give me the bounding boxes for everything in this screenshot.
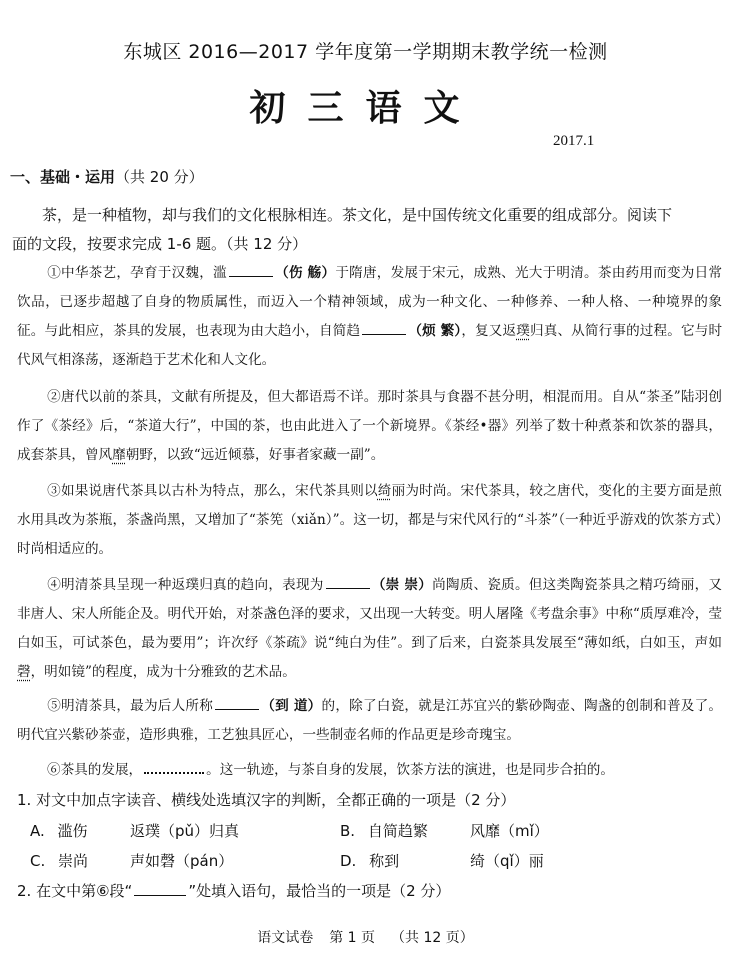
p4-dotted-char: 磬	[17, 664, 31, 680]
subject-title: 初三语文	[249, 87, 482, 129]
q2-stem-b: ”处填入语句，最恰当的一项是（2 分）	[188, 882, 451, 900]
q1-option-a-pair: 返璞（pǔ）归真	[130, 822, 240, 840]
q1-option-d-word: 称到	[369, 852, 400, 870]
q1-option-b-pair: 风靡（mǐ）	[470, 822, 549, 840]
section-points: （共 20 分）	[115, 168, 204, 186]
p5-choice: （到 道）	[261, 698, 322, 714]
p4-text-a: ④明清茶具呈现一种返璞归真的趋向，表现为	[47, 577, 324, 593]
p1-text-e: 归真、从简行事的过程。它与时代风气相涤荡，逐渐趋于艺术化和人文化。	[17, 323, 723, 368]
p2-dotted-char: 靡	[112, 447, 126, 463]
exam-title: 东城区 2016—2017 学年度第一学期期末教学统一检测	[123, 41, 608, 63]
footer-paper: 语文试卷	[257, 930, 314, 946]
p4-blank	[326, 574, 370, 589]
p1-blank-2	[362, 320, 406, 335]
p6-wavy-blank	[144, 760, 204, 774]
p1-dotted-char: 璞	[516, 323, 530, 339]
p1-text-d: ，复又返	[461, 323, 517, 339]
p1-text-a: ①中华茶艺，孕育于汉魏，滥	[47, 265, 227, 281]
p5-text-a: ⑤明清茶具，最为后人所称	[47, 698, 214, 714]
q1-option-b-word: 自简趋繁	[367, 822, 428, 840]
intro-line-2: 面的文段，按要求完成 1-6 题。（共 12 分）	[12, 235, 308, 253]
footer-page-number: 第 1 页	[329, 930, 376, 946]
paragraph-5	[17, 692, 722, 750]
page-footer	[0, 927, 731, 947]
paragraph-2	[17, 383, 722, 470]
p1-text-c: 于隋唐，发展于宋元，成熟、光大于明清。茶由药用而变为日常饮品，已逐步超越了自身的物质属性，而迈入一个精神领域，成为一种文化、一种修养、一种人格、一种境界的象征。与此相应，茶具的发展，也表现为由大趋小，自简趋	[17, 265, 723, 339]
p3-text-b: 丽为时尚。宋代茶具，较之唐代，变化的主要方面是煎水用具改为茶瓶，茶盏尚黑，又增加了“茶筅（xiǎn）”。这一切，都是与宋代风行的“斗茶”（一种近乎游戏的饮茶方式）时尚相适应的。	[17, 483, 723, 557]
p1-choice-2: （烦 繁）	[408, 323, 462, 339]
section-title: 一、基础・运用	[10, 168, 116, 186]
p3-text-a: ③如果说唐代茶具以古朴为特点，那么，宋代茶具则以	[47, 483, 378, 499]
q1-option-c-pair: 声如磬（pán）	[130, 852, 234, 870]
p2-text-a: ②唐代以前的茶具，文献有所提及，但大都语焉不详。那时茶具与食器不甚分明，相混而用。自从“茶圣”陆羽创作了《茶经》后，“茶道大行”，中国的茶，也由此进入了一个新境界。《茶经•器》列举了数十种煮茶和饮茶的器具，成套茶具，曾风	[17, 389, 722, 463]
p1-choice-1: （伤 觞）	[274, 265, 336, 281]
p4-text-d: ，明如镜”的程度，成为十分雅致的艺术品。	[30, 664, 296, 680]
q2-blank	[134, 881, 186, 896]
q1-option-d	[340, 850, 399, 871]
q1-option-a	[30, 820, 88, 841]
question-1-stem: 1. 对文中加点字读音、横线处选填汉字的判断，全都正确的一项是（2 分）	[17, 791, 516, 809]
exam-date: 2017.1	[553, 133, 595, 149]
p6-text-b: 。这一轨迹，与茶自身的发展，饮茶方法的演进，也是同步合拍的。	[206, 762, 614, 778]
p4-text-c: 尚陶质、瓷质。但这类陶瓷茶具之精巧绮丽，又非唐人、宋人所能企及。明代开始，对茶盏色泽的要求，又出现一大转变。明人屠隆《考盘余事》中称“质厚难冷，莹白如玉，可试茶色，最为要用”；许次纾《茶疏》说“纯白为佳”。到了后来，白瓷茶具发展至“薄如纸，白如玉，声如	[17, 577, 723, 651]
footer-total-pages: （共 12 页）	[391, 930, 474, 946]
paragraph-4	[17, 571, 722, 687]
paragraph-1	[17, 259, 722, 375]
q1-option-c-letter: C.	[30, 852, 46, 870]
q1-option-a-letter: A.	[30, 822, 45, 840]
p1-blank-1	[229, 262, 273, 277]
p5-blank	[215, 695, 259, 710]
paragraph-3	[17, 477, 722, 564]
q1-option-c	[30, 850, 88, 871]
intro-text	[12, 201, 722, 259]
q1-option-a-word: 滥伤	[57, 822, 88, 840]
q1-option-b	[340, 820, 428, 841]
p6-text-a: ⑥茶具的发展，	[47, 762, 143, 778]
p3-dotted-char: 绮	[377, 483, 392, 499]
q1-option-d-pair: 绮（qǐ）丽	[470, 852, 544, 870]
q2-stem-a: 2. 在文中第⑥段“	[17, 882, 133, 900]
question-2-stem	[17, 878, 722, 904]
p2-text-b: 朝野，以致“远近倾慕，好事者家藏一副”。	[125, 447, 385, 463]
p5-text-c: 的，除了白瓷，就是江苏宜兴的紫砂陶壶、陶盏的创制和普及了。明代宜兴紫砂茶壶，造形典雅，工艺独具匠心，一些制壶名师的作品更是珍奇瑰宝。	[17, 698, 723, 743]
paragraph-6	[17, 756, 722, 785]
p4-choice: （崇 崇）	[371, 577, 433, 593]
intro-line-1: 茶，是一种植物，却与我们的文化根脉相连。茶文化，是中国传统文化重要的组成部分。阅读下	[42, 206, 673, 224]
q1-option-d-letter: D.	[340, 852, 357, 870]
section-heading	[10, 166, 204, 187]
q1-option-b-letter: B.	[340, 822, 356, 840]
q1-option-c-word: 崇尚	[58, 852, 89, 870]
